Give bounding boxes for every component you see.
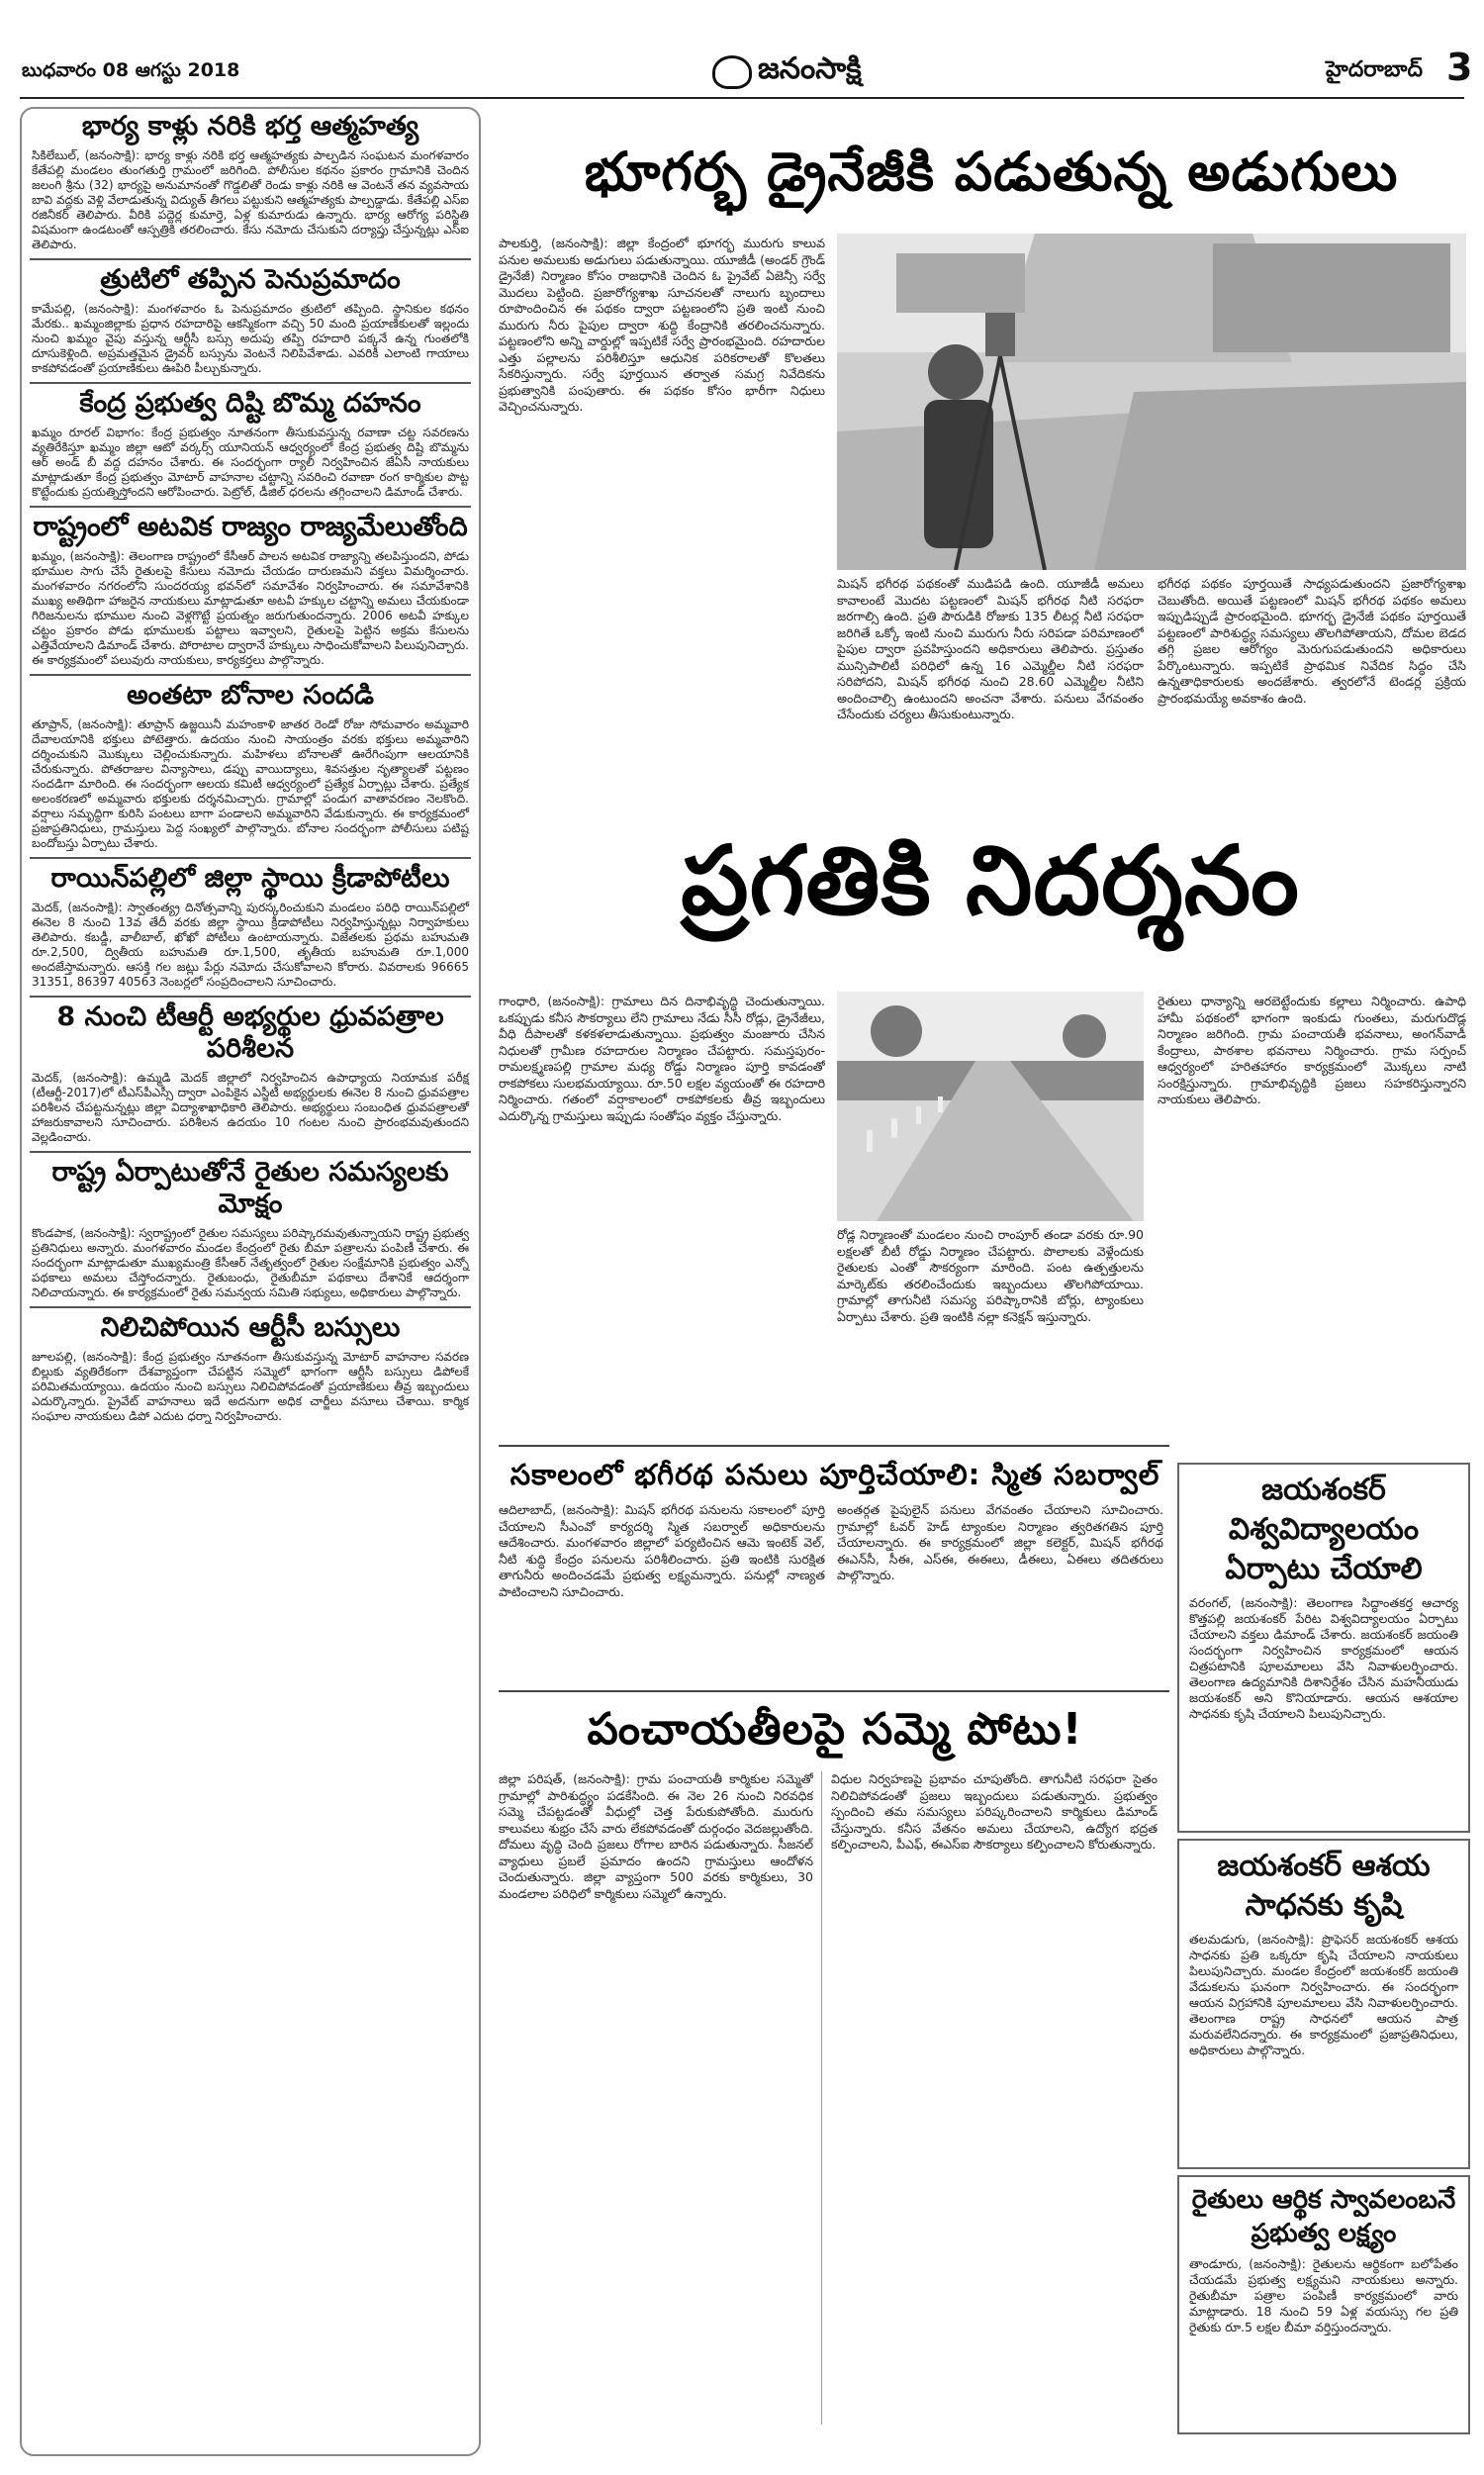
logo-icon <box>712 55 752 89</box>
article-headline: రాష్ట్రంలో అటవిక రాజ్యం రాజ్యమేలుతోంది <box>33 512 468 542</box>
divider <box>30 996 471 998</box>
top-story-col-1: పాలకుర్తి, (జనంసాక్షి): జిల్లా కేంద్రంలో భూగర్భ మురుగు కాలువ పనుల అమలుకు అడుగులు పడుతున్నాయి. యూజీడీ (అండర్ గ్రౌండ్ డ్రైనేజీ) నిర్మాణం కోసం రాజధానికి చెందిన ఓ ప్రైవేట్ ఏజెన్సీ సర్వే మొదలు పెట్టింది. ప్రజారోగ్యశాఖ సూచనలతో నాలుగు బృందాలు రూపొందించిన ఈ పథకం ద్వారా పట్టణంలోని ప్రతి ఇంటి నుంచి మురుగు నీరు పైపుల ద్వారా శుద్ధి కేంద్రానికి తరలించనున్నారు. పట్టణంలోని అన్ని వార్డుల్లో ఇప్పటికే సర్వే ప్రారంభమైంది. రహదారుల ఎత్తు పల్లాలను పరిశీలిస్తూ ఆధునిక పరికరాలతో కొలతలు సేకరిస్తున్నారు. సర్వే పూర్తయిన తర్వాత సమగ్ర నివేదికను ప్రభుత్వానికి పంపుతారు. ఈ పథకం కోసం భారీగా నిధులు వెచ్చించనున్నారు. <box>499 236 825 414</box>
newspaper-name: జనంసాక్షి <box>758 51 862 86</box>
box-body: తాండూరు, (జనంసాక్షి): రైతులను ఆర్థికంగా బలోపేతం చేయడమే ప్రభుత్వ లక్ష్యమని నాయకులు అన్నారు. రైతుబీమా పత్రాల పంపిణీ కార్యక్రమంలో వారు మాట్లాడారు. 18 నుంచి 59 ఏళ్ల వయస్సు గల ప్రతి రైతుకు రూ.5 లక్షల బీమా వర్తిస్తుందన్నారు. <box>1189 2256 1458 2334</box>
top-story-col-2: మిషన్ భగీరథ పథకంతో ముడిపడి ఉంది. యూజీడీ అమలు కావాలంటే మొదట పట్టణంలో మిషన్ భగీరథ నీటి సరఫరా జరగాల్సి ఉంది. ప్రతి పౌరుడికి రోజుకు 135 లీటర్ల నీటి సరఫరా జరిగితే ఒక్కో ఇంటి నుంచి మురుగు నీరు సరిపడా పరిమాణంలో పైపుల ద్వారా ప్రవహిస్తుందని అధికారులు తెలిపారు. ప్రస్తుతం మున్సిపాలిటీ పరిధిలో ఉన్న 16 ఎమ్మెల్డీల నీటి సరఫరా సరిపోదని, మిషన్ భగీరథ నుంచి 28.60 ఎమ్మెల్డీల నీటిని అందించాల్సి ఉంటుందని అంచనా వేశారు. పనులు వేగవంతం చేసేందుకు చర్యలు తీసుకుంటున్నారు. <box>837 576 1144 721</box>
story4-col-1: జిల్లా పరిషత్, (జనంసాక్షి): గ్రామ పంచాయతీ కార్మికుల సమ్మెతో గ్రామాల్లో పారిశుద్ధ్యం పడకేసింది. ఈ నెల 26 నుంచి నిరవధిక సమ్మె చేపట్టడంతో వీధుల్లో చెత్త పేరుకుపోతోంది. మురుగు కాలువలు శుభ్రం చేసే వారు లేకపోవడంతో దుర్గంధం వెదజల్లుతోంది. దోమలు వృద్ధి చెంది ప్రజలు రోగాల బారిన పడుతున్నారు. సీజనల్ వ్యాధులు ప్రబలే ప్రమాదం ఉందని గ్రామస్తులు ఆందోళన చెందుతున్నారు. జిల్లా వ్యాప్తంగా 500 వరకు కార్మికులు, 30 మండలాల పరిధిలో కార్మికులు సమ్మెలో ఉన్నారు. <box>499 1771 813 1901</box>
box-farmers-finance <box>1177 2175 1470 2434</box>
article-body: మెదక్, (జనంసాక్షి): ఉమ్మడి మెదక్ జిల్లాలో నిర్వహించిన ఉపాధ్యాయ నియామక పరీక్ష (టీఆర్టీ-2017)లో టీఎస్‌పీఎస్సీ ద్వారా ఎంపికైన ఎస్జీటీ అభ్యర్థులకు ఈనెల 8 నుంచి ధ్రువపత్రాల పరిశీలన చేపట్టనున్నట్లు జిల్లా విద్యాశాఖాధికారి తెలిపారు. అభ్యర్థులు సంబంధిత ధ్రువపత్రాలతో హాజరుకావాలని సూచించారు. పరిశీలన ఉదయం 10 గంటల నుంచి ప్రారంభమవుతుందని వెల్లడించారు. <box>32 1071 469 1144</box>
article-body: కొండపాక, (జనంసాక్షి): స్వరాష్ట్రంలో రైతుల సమస్యలు పరిష్కారమవుతున్నాయని రాష్ట్ర ప్రభుత్వ ప్రతినిధులు అన్నారు. మంగళవారం మండల కేంద్రంలో రైతు బీమా పత్రాలను పంపిణీ చేశారు. ఈ సందర్భంగా మాట్లాడుతూ ముఖ్యమంత్రి కేసీఆర్ నేతృత్వంలో రైతుల సంక్షేమానికి ప్రభుత్వం ఎన్నో పథకాలు అమలు చేస్తోందన్నారు. రైతుబంధు, రైతుబీమా పథకాలు దేశానికే ఆదర్శంగా నిలిచాయన్నారు. ఈ కార్యక్రమంలో రైతు సమన్వయ సమితి సభ్యులు, అధికారులు పాల్గొన్నారు. <box>32 1226 469 1299</box>
left-article-9 <box>22 1312 479 1424</box>
divider <box>499 1690 1169 1692</box>
box-jayashankar-ideals <box>1177 1839 1470 2169</box>
article-body: ఖమ్మం రూరల్ విభాగం: కేంద్ర ప్రభుత్వం నూతనంగా తీసుకువస్తున్న రవాణా చట్ట సవరణను వ్యతిరేకిస్తూ ఖమ్మం జిల్లా ఆటో వర్కర్స్ యూనియన్ ఆధ్వర్యంలో కేంద్ర ప్రభుత్వ దిష్టి బొమ్మను ఆర్ అండ్ బీ వద్ద దహనం చేశారు. ఈ సందర్భంగా ర్యాలీ నిర్వహించిన జేఏసీ నాయకులు మాట్లాడుతూ కేంద్ర ప్రభుత్వం మోటార్ వాహనాల చట్టాన్ని సవరించి రవాణా రంగ కార్మికుల పొట్ట కొట్టేందుకు ప్రయత్నిస్తోందని ఆరోపించారు. పెట్రోల్, డీజిల్ ధరలను తగ్గించాలని డిమాండ్ చేశారు. <box>32 426 469 499</box>
newspaper-logo <box>712 51 862 93</box>
divider <box>30 857 471 859</box>
box-body: తలమడుగు, (జనంసాక్షి): ప్రొఫెసర్ జయశంకర్ ఆశయ సాధనకు ప్రతి ఒక్కరూ కృషి చేయాలని నాయకులు పిలుపునిచ్చారు. మండల కేంద్రంలో జయశంకర్ జయంతి వేడుకలను ఘనంగా నిర్వహించారు. ఈ సందర్భంగా ఆయన విగ్రహానికి పూలమాలలు వేసి నివాళులర్పించారు. తెలంగాణ రాష్ట్ర సాధనలో ఆయన పాత్ర మరువలేనిదన్నారు. ఈ కార్యక్రమంలో ప్రజాప్రతినిధులు, అధికారులు పాల్గొన్నారు. <box>1189 1932 1458 2057</box>
box-headline: జయశంకర్ ఆశయ సాధనకు కృషి <box>1217 1849 1431 1923</box>
left-news-column <box>20 107 481 2456</box>
story3-col-1: ఆదిలాబాద్, (జనంసాక్షి): మిషన్ భగీరథ పనులను సకాలంలో పూర్తి చేయాలని సీఎంవో కార్యదర్శి స్మిత సబర్వాల్ అధికారులను ఆదేశించారు. మంగళవారం జిల్లాలో పర్యటించిన ఆమె ఇంటెక్ వెల్, నీటి శుద్ధి కేంద్రం పనులను పరిశీలించారు. ప్రతి ఇంటికి సురక్షిత తాగునీరు అందించడమే ప్రభుత్వ లక్ష్యమన్నారు. పనుల్లో నాణ్యత పాటించాలని సూచించారు. <box>499 1502 825 1599</box>
article-headline: అంతటా బోనాల సందడి <box>127 680 374 711</box>
top-story-col-3: భగీరథ పథకం పూర్తయితే సాధ్యపడుతుందని ప్రజారోగ్యశాఖ చెబుతోంది. అయితే పట్టణంలో మిషన్ భగీరథ పథకం అమలు ఇప్పుడిప్పుడే ప్రారంభమైంది. భూగర్భ డ్రైనేజీ పథకం పూర్తయితే పట్టణంలో పారిశుద్ధ్య సమస్యలు తొలగిపోతాయని, దోమల బెడద తగ్గి ప్రజల ఆరోగ్యం మెరుగుపడుతుందని అధికారులు పేర్కొంటున్నారు. ఇప్పటికే ప్రాథమిక నివేదిక సిద్ధం చేసి ఉన్నతాధికారులకు అందజేశారు. త్వరలోనే టెండర్ల ప్రక్రియ ప్రారంభమయ్యే అవకాశం ఉంది. <box>1158 576 1466 706</box>
divider <box>499 1445 1169 1447</box>
divider <box>30 1151 471 1153</box>
story3-col-2: అంతర్గత పైపులైన్ పనులు వేగవంతం చేయాలని సూచించారు. గ్రామాల్లో ఓవర్ హెడ్ ట్యాంకుల నిర్మాణం త్వరితగతిన పూర్తి చేయాలన్నారు. ఈ కార్యక్రమంలో జిల్లా కలెక్టర్, మిషన్ భగీరథ ఈఎన్‌సీ, సీఈ, ఎస్‌ఈ, ఈఈలు, డీఈలు, ఏఈలు తదితరులు పాల్గొన్నారు. <box>837 1502 1163 1582</box>
divider <box>821 1771 822 2425</box>
article-body: కామేపల్లి, (జనంసాక్షి): మంగళవారం ఓ పెనుప్రమాదం త్రుటిలో తప్పింది. స్థానికుల కథనం మేరకు.. ఖమ్మంజిల్లాకు ప్రధాన రహదారిపై ఆకస్మికంగా వచ్చి 50 మంది ప్రయాణికులతో ఇల్లందు నుంచి ఖమ్మం వైపు వస్తున్న ఆర్టీసీ బస్సు అదుపు తప్పి రహదారి పక్కనే ఉన్న గుంతలోకి దూసుకెళ్లింది. అప్రమత్తమైన డ్రైవర్ బస్సును వెంటనే నిలిపివేశాడు. ఎవరికీ ఎలాంటి గాయాలు కాకపోవడంతో ప్రయాణికులు ఊపిరి పీల్చుకున్నారు. <box>32 302 469 375</box>
box-headline: జయశంకర్ విశ్వవిద్యాలయం ఏర్పాటు చేయాలి <box>1225 1473 1423 1586</box>
feature-col-3: రైతులు ధాన్యాన్ని ఆరబెట్టేందుకు కల్లాలు నిర్మించారు. ఉపాధి హామీ పథకంలో భాగంగా ఇంకుడు గుంతలు, మరుగుదొడ్ల నిర్మాణం జరిగింది. గ్రామ పంచాయతీ భవనాలు, అంగన్‌వాడీ కేంద్రాలు, పాఠశాల భవనాలు నిర్మించారు. గ్రామ సర్పంచ్ ఆధ్వర్యంలో హరితహారం కార్యక్రమంలో మొక్కలు నాటి సంరక్షిస్తున్నారు. గ్రామాభివృద్ధికి ప్రజలు సహకరిస్తున్నారని నాయకులు తెలిపారు. <box>1158 994 1466 1106</box>
box-headline: రైతులు ఆర్థిక స్వావలంబనే ప్రభుత్వ లక్ష్యం <box>1191 2185 1456 2248</box>
survey-photo-illustration <box>837 234 1466 570</box>
box-body: వరంగల్, (జనంసాక్షి): తెలంగాణ సిద్ధాంతకర్త ఆచార్య కొత్తపల్లి జయశంకర్ పేరిట విశ్వవిద్యాలయం ఏర్పాటు చేయాలని వక్తలు డిమాండ్ చేశారు. జయశంకర్ జయంతి సందర్భంగా నిర్వహించిన కార్యక్రమంలో ఆయన చిత్రపటానికి పూలమాలలు వేసి నివాళులర్పించారు. తెలంగాణ ఉద్యమానికి దిశానిర్దేశం చేసిన మహనీయుడు జయశంకర్ అని కొనియాడారు. ఆయన ఆశయాల సాధనకు కృషి చేయాలని పిలుపునిచ్చారు. <box>1189 1595 1458 1721</box>
left-article-6 <box>22 863 479 990</box>
left-article-2 <box>22 264 479 376</box>
left-article-4 <box>22 512 479 668</box>
story4-headline: పంచాయతీలపై సమ్మె పోటు! <box>587 1704 1083 1755</box>
divider <box>30 506 471 508</box>
drainage-survey-photo <box>837 234 1466 570</box>
article-headline: త్రుటిలో తప్పిన పెనుప్రమాదం <box>100 264 401 295</box>
article-body: జూలపల్లి, (జనంసాక్షి): కేంద్ర ప్రభుత్వం నూతనంగా తీసుకువస్తున్న మోటార్ వాహనాల సవరణ బిల్లుకు వ్యతిరేకంగా దేశవ్యాప్తంగా చేపట్టిన సమ్మెలో భాగంగా ఆర్టీసీ బస్సులు డిపోలకే పరిమితమయ్యాయి. ఉదయం నుంచి బస్సులు నిలిచిపోవడంతో ప్రయాణికులు తీవ్ర ఇబ్బందులు ఎదుర్కొన్నారు. ప్రైవేట్ వాహనాలు ఇదే అదనుగా అధిక చార్జీలు వసూలు చేశాయి. కార్మిక సంఘాల నాయకులు డిపో ఎదుట ధర్నా నిర్వహించారు. <box>32 1350 469 1423</box>
article-headline: నిలిచిపోయిన ఆర్టీసీ బస్సులు <box>100 1312 401 1343</box>
story4-col-2: విధుల నిర్వహణపై ప్రభావం చూపుతోంది. తాగునీటి సరఫరా సైతం నిలిచిపోవడంతో ప్రజలు ఇబ్బందులు పడుతున్నారు. ప్రభుత్వం స్పందించి తమ సమస్యలు పరిష్కరించాలని కార్మికులు డిమాండ్ చేస్తున్నారు. కనీస వేతనం అమలు చేయాలని, ఉద్యోగ భద్రత కల్పించాలని, పీఎఫ్, ఈఎస్ఐ సౌకర్యాలు కల్పించాలని కోరుతున్నారు. <box>831 1771 1158 1852</box>
edition-city: హైదరాబాద్ <box>1326 57 1423 82</box>
article-headline: రాష్ట్ర ఏర్పాటుతోనే రైతుల సమస్యలకు మోక్షం <box>51 1157 449 1219</box>
feature-headline: ప్రగతికి నిదర్శనం <box>681 825 1300 936</box>
left-article-1 <box>22 111 479 252</box>
left-article-3 <box>22 388 479 500</box>
masthead-rule <box>20 97 1464 99</box>
divider <box>30 1306 471 1308</box>
divider <box>30 382 471 384</box>
page-number: 3 <box>1446 46 1473 89</box>
edition-date: బుధవారం 08 ఆగస్టు 2018 <box>22 59 240 81</box>
divider <box>30 258 471 260</box>
article-body: ఖమ్మం, (జనంసాక్షి): తెలంగాణ రాష్ట్రంలో కేసీఆర్ పాలన అటవిక రాజ్యాన్ని తలపిస్తుందని, పోడు భూముల సాగు చేసే రైతులపై కేసులు నమోదు చేయడం దారుణమని వక్తలు విమర్శించారు. మంగళవారం నగరంలోని సుందరయ్య భవన్‌లో సమావేశం నిర్వహించారు. ఈ సమావేశానికి ముఖ్య అతిథిగా హాజరైన నాయకులు మాట్లాడుతూ అటవీ హక్కుల చట్టాన్ని అమలు చేయకుండా గిరిజనులను భూముల నుంచి వెళ్లగొట్టే ప్రయత్నం జరుగుతుందన్నారు. 2006 అటవీ హక్కుల చట్టం ప్రకారం పోడు భూములకు పట్టాలు ఇవ్వాలని, రైతులపై పెట్టిన అక్రమ కేసులను ఎత్తివేయాలని డిమాండ్ చేశారు. పోరాటాల ద్వారానే హక్కులు సాధించుకోవాలని పిలుపునిచ్చారు. ఈ కార్యక్రమంలో పలువురు నాయకులు, కార్యకర్తలు పాల్గొన్నారు. <box>32 549 469 667</box>
village-road-photo <box>837 992 1144 1221</box>
top-story-headline: భూగర్భ డ్రైనేజీకి పడుతున్న అడుగులు <box>584 141 1399 203</box>
article-headline: రాయిన్‌పల్లిలో జిల్లా స్థాయి క్రీడాపోటీలు <box>50 863 450 894</box>
article-body: సికిలేబుల్, (జనంసాక్షి): భార్య కాళ్లు నరికి భర్త ఆత్మహత్యకు పాల్పడిన సంఘటన మంగళవారం కేతేపల్లి మండలం తుంగతుర్తి గ్రామంలో జరిగింది. పోలీసుల కథనం ప్రకారం గ్రామానికి చెందిన జలంగి శ్రీను (32) భార్యపై అనుమానంతో గొడ్డలితో రెండు కాళ్లు నరికి ఆ వెంటనే తన వ్యవసాయ బావి వద్దకు వెళ్లి వేలాడుతున్న విద్యుత్ తీగలు పట్టుకుని ఆత్మహత్యకు పాల్పడ్డాడు. కేతేపల్లి ఎస్‌ఐ రజినీకర్ తెలిపారు. వీరికి పద్దెర్ల కుమార్తె, ఏళ్ల కుమారుడు ఉన్నారు. భార్య ఆరోగ్య పరిస్థితి విషమంగా ఉండటంతో ఆస్పత్రికి తరలించారు. కేసు నమోదు చేసుకుని దర్యాప్తు చేస్తున్నట్లు ఎస్‌ఐ తెలిపారు. <box>32 148 469 251</box>
left-article-7 <box>22 1001 479 1145</box>
left-article-8 <box>22 1157 479 1300</box>
article-body: మెదక్, (జనంసాక్షి): స్వాతంత్య్ర దినోత్సవాన్ని పురస్కరించుకుని మండలం పరిధి రాయిన్‌పల్లిలో ఈనెల 8 నుంచి 13వ తేదీ వరకు జిల్లా స్థాయి క్రీడాపోటీలు నిర్వహిస్తున్నట్లు నిర్వాహకులు తెలిపారు. కబడ్డీ, వాలీబాల్, ఖోఖో పోటీలు ఉంటాయన్నారు. విజేతలకు ప్రథమ బహుమతి రూ.2,500, ద్వితీయ బహుమతి రూ.1,500, తృతీయ బహుమతి రూ.1,000 అందజేస్తామన్నారు. ఆసక్తి గల జట్లు పేర్లు నమోదు చేసుకోవాలని కోరారు. వివరాలకు 96665 31351, 86397 40563 నెంబర్లలో సంప్రదించాలని సూచించారు. <box>32 901 469 989</box>
article-headline: భార్య కాళ్లు నరికి భర్త ఆత్మహత్య <box>81 111 419 142</box>
divider <box>30 674 471 676</box>
box-jayashankar-university <box>1177 1463 1470 1833</box>
road-photo-illustration <box>837 992 1144 1221</box>
article-headline: కేంద్ర ప్రభుత్వ దిష్టి బొమ్మ దహనం <box>79 388 421 419</box>
story3-headline: సకాలంలో భగీరథ పనులు పూర్తిచేయాలి: స్మిత సబర్వాల్ <box>510 1458 1160 1491</box>
feature-col-2: రోడ్ల నిర్మాణంతో మండలం నుంచి రాంపూర్ తండా వరకు రూ.90 లక్షలతో బీటీ రోడ్డు నిర్మాణం చేపట్టారు. పొలాలకు వెళ్లేందుకు రైతులకు ఎంతో సౌకర్యంగా మారింది. పంట ఉత్పత్తులను మార్కెట్‌కు తరలించేందుకు ఇబ్బందులు తొలగిపోయాయి. గ్రామాల్లో తాగునీటి సమస్య పరిష్కారానికి బోర్లు, ట్యాంకులు ఏర్పాటు చేశారు. ప్రతి ఇంటికి నల్లా కనెక్షన్ ఇస్తున్నారు. <box>837 1227 1144 1324</box>
feature-col-1: గాంధారి, (జనంసాక్షి): గ్రామాలు దిన దినాభివృద్ధి చెందుతున్నాయి. ఒకప్పుడు కనీస సౌకర్యాలు లేని గ్రామాలు నేడు సీసీ రోడ్లు, డ్రైనేజీలు, వీధి దీపాలతో కళకళలాడుతున్నాయి. ప్రభుత్వం మంజూరు చేసిన నిధులతో గ్రామీణ రహదారుల నిర్మాణం చేపట్టారు. సమస్తపురం-రామలక్ష్మణపల్లి గ్రామాల మధ్య రోడ్డు నిర్మాణం పూర్తి కావడంతో రాకపోకలు సులభమయ్యాయి. రూ.50 లక్షల వ్యయంతో ఈ రహదారి నిర్మించారు. గతంలో వర్షాకాలంలో రాకపోకలకు తీవ్ర ఇబ్బందులు ఎదుర్కొన్న గ్రామస్తులు ఇప్పుడు సంతోషం వ్యక్తం చేస్తున్నారు. <box>499 994 825 1123</box>
article-body: తూప్రాన్, (జనంసాక్షి): తూప్రాన్ ఉజ్జయినీ మహంకాళి జాతర రెండో రోజు సోమవారం అమ్మవారి దేవాలయానికి భక్తులు పోటెత్తారు. ఉదయం నుంచి సాయంత్రం వరకు భక్తులు అమ్మవారిని దర్శించుకుని మొక్కులు చెల్లించుకున్నారు. మహిళలు బోనాలతో ఊరేగింపుగా ఆలయానికి చేరుకున్నారు. పోతరాజుల విన్యాసాలు, డప్పు వాయిద్యాలు, శివసత్తుల నృత్యాలతో పట్టణం సందడిగా మారింది. ఈ సందర్భంగా ఆలయ కమిటీ ఆధ్వర్యంలో ప్రత్యేక ఏర్పాట్లు చేశారు. ప్రత్యేక అలంకరణలో అమ్మవారు భక్తులకు దర్శనమిచ్చారు. గ్రామాల్లో పండుగ వాతావరణం నెలకొంది. వర్షాలు సమృద్ధిగా కురిసి పంటలు బాగా పండాలని అమ్మవారిని వేడుకున్నారు. ఈ కార్యక్రమంలో ప్రజాప్రతినిధులు, గ్రామస్తులు పెద్ద సంఖ్యలో పాల్గొన్నారు. బోనాల సందర్భంగా పోలీసులు పటిష్ట బందోబస్తు ఏర్పాటు చేశారు. <box>32 717 469 850</box>
left-article-5 <box>22 680 479 851</box>
article-headline: 8 నుంచి టీఆర్టీ అభ్యర్థుల ధ్రువపత్రాల పరిశీలన <box>56 1001 444 1064</box>
